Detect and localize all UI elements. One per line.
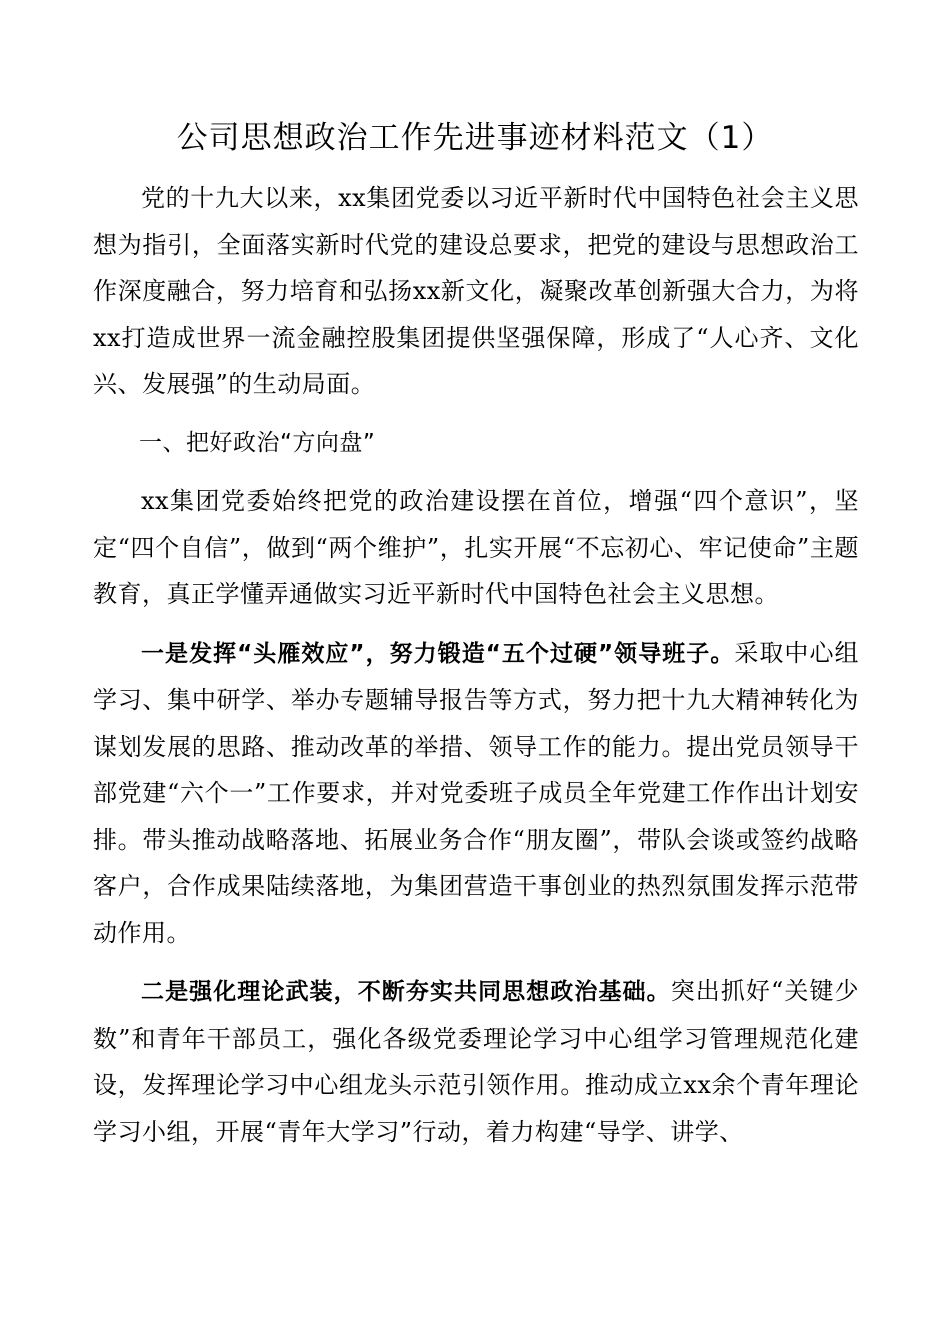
point-1-text: 采取中心组学习、集中研学、举办专题辅导报告等方式，努力把十九大精神转化为谋划发展的思路、推动改革的举措、领导工作的能力。提出党员领导干部党建“六个一”工作要求，并对党委班子成员全年党建工作作出计划安排。带头推动战略落地、拓展业务合作“朋友圈”，带队会谈或签约战略客户，合作成果陆续落地，为集团营造干事创业的热烈氛围发挥示范带动作用。 <box>93 638 859 947</box>
point-2-text: 突出抓好“关键少数”和青年干部员工，强化各级党委理论学习中心组学习管理规范化建设，发挥理论学习中心组龙头示范引领作用。推动成立xx余个青年理论学习小组，开展“青年大学习”行动，着力构建“导学、讲学、 <box>93 977 859 1146</box>
document-body <box>93 175 859 1167</box>
section-heading-1: 一、把好政治“方向盘” <box>139 429 376 456</box>
point-1-paragraph <box>93 630 859 957</box>
point-2-paragraph <box>93 968 859 1155</box>
document-title: 公司思想政治工作先进事迹材料范文（1） <box>176 120 774 156</box>
intro-paragraph: 党的十九大以来，xx集团党委以习近平新时代中国特色社会主义思想为指引，全面落实新时代党的建设总要求，把党的建设与思想政治工作深度融合，努力培育和弘扬xx新文化，凝聚改革创新强大合力，为将xx打造成世界一流金融控股集团提供坚强保障，形成了“人心齐、文化兴、发展强”的生动局面。 <box>93 184 859 398</box>
point-1-lead: 一是发挥“头雁效应”，努力锻造“五个过硬”领导班子。 <box>141 640 735 667</box>
section-1-paragraph: xx集团党委始终把党的政治建设摆在首位，增强“四个意识”，坚定“四个自信”，做到“两个维护”，扎实开展“不忘初心、牢记使命”主题教育，真正学懂弄通做实习近平新时代中国特色社会主义思想。 <box>93 487 859 608</box>
point-2-lead: 二是强化理论武装，不断夯实共同思想政治基础。 <box>141 979 671 1005</box>
